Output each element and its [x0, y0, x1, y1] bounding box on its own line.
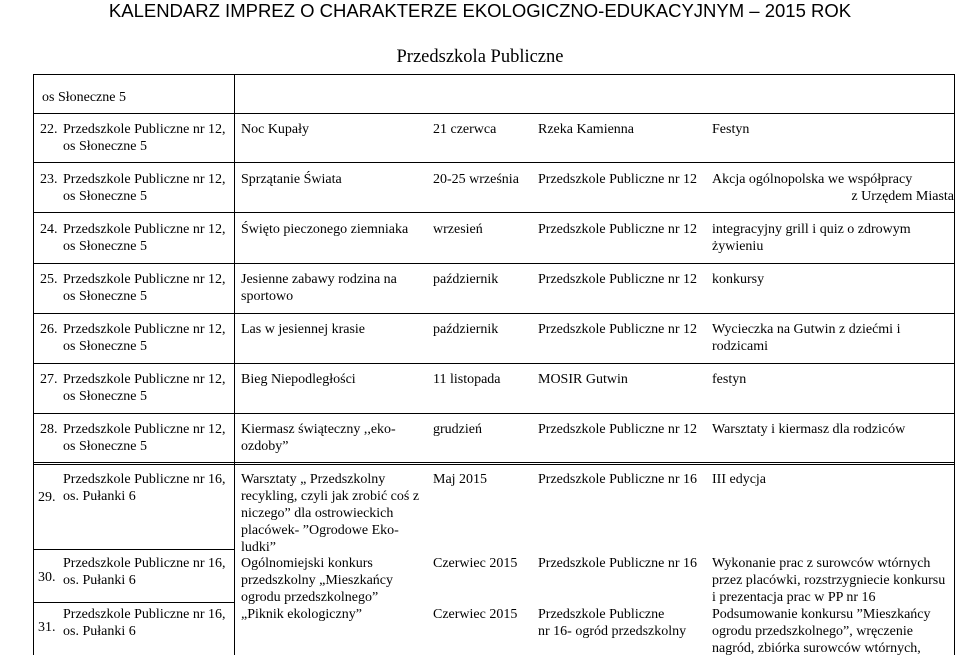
cell-event: Bieg Niepodległości: [241, 372, 356, 387]
cell-place: Przedszkole Publiczne nr 12: [538, 272, 698, 287]
cell-form: Akcja ogólnopolska we współpracy z Urzędem Miasta: [712, 172, 954, 204]
cell-form: Podsumowanie konkursu ”Mieszkańcy ogrodu przedszkolnego”, wręczenie nagród, zbiórka surowców wtórnych,: [712, 607, 931, 656]
cell-organizer: Przedszkole Publiczne nr 12, os Słoneczne 5: [63, 272, 226, 304]
cell-organizer: Przedszkole Publiczne nr 16, os. Pułanki 6: [63, 556, 226, 588]
row-number: 30.: [38, 570, 56, 585]
cell-organizer: Przedszkole Publiczne nr 12, os Słoneczne 5: [63, 322, 226, 354]
cell-place: Przedszkole Publiczne nr 12: [538, 322, 698, 337]
cell-organizer: Przedszkole Publiczne nr 12, os Słoneczne 5: [63, 222, 226, 254]
cell-form: Wykonanie prac z surowców wtórnych przez placówki, rozstrzygniecie konkursu i prezentacja prac w PP nr 16: [712, 556, 946, 605]
cell-event: Sprzątanie Świata: [241, 172, 342, 187]
row-number: 31.: [38, 620, 56, 635]
cell-form: III edycja: [712, 472, 767, 487]
cell-organizer: Przedszkole Publiczne nr 12, os Słoneczne 5: [63, 422, 226, 454]
row-number: 29.: [38, 490, 56, 505]
cell-organizer: Przedszkole Publiczne nr 12, os Słoneczne 5: [63, 172, 226, 204]
cell-event: Święto pieczonego ziemniaka: [241, 222, 409, 237]
cell-place: Przedszkole Publiczne nr 12: [538, 422, 698, 437]
cell-date: październik: [433, 272, 499, 287]
cell-date: 21 czerwca: [433, 122, 497, 137]
cell-date: 20-25 września: [433, 172, 519, 187]
cell-date: 11 listopada: [433, 372, 501, 387]
document-subtitle: Przedszkola Publiczne: [396, 47, 564, 67]
cell-date: grudzień: [433, 422, 482, 437]
cell-date: Czerwiec 2015: [433, 556, 518, 571]
cell-event: Noc Kupały: [241, 122, 310, 137]
cell-organizer: Przedszkole Publiczne nr 12, os Słoneczne 5: [63, 372, 226, 404]
cell-place: Rzeka Kamienna: [538, 122, 635, 137]
cell-place: Przedszkole Publiczne nr 16: [538, 472, 698, 487]
cell-form: konkursy: [712, 272, 765, 287]
cell-place: Przedszkole Publiczne nr 16: [538, 556, 698, 571]
cell-organizer: Przedszkole Publiczne nr 16, os. Pułanki 6: [63, 472, 226, 504]
cell-organizer: Przedszkole Publiczne nr 16, os. Pułanki 6: [63, 607, 226, 639]
row-number: 23.: [40, 172, 58, 187]
cell-event: Las w jesiennej krasie: [241, 322, 366, 337]
cell-organizer: Przedszkole Publiczne nr 12, os Słoneczne 5: [63, 122, 226, 154]
top-fragment: os Słoneczne 5: [42, 90, 126, 105]
cell-form: festyn: [712, 372, 747, 387]
row-number: 27.: [40, 372, 58, 387]
cell-form: Warsztaty i kiermasz dla rodziców: [712, 422, 906, 437]
cell-date: Maj 2015: [433, 472, 488, 487]
cell-form: Festyn: [712, 122, 750, 137]
cell-event: Warsztaty „ Przedszkolny recykling, czyli jak zrobić coś z niczego” dla ostrowieckich placówek- ”Ogrodowe Eko- ludki”: [241, 472, 420, 555]
cell-date: październik: [433, 322, 499, 337]
document-title: KALENDARZ IMPREZ O CHARAKTERZE EKOLOGICZNO-EDUKACYJNYM – 2015 ROK: [108, 0, 852, 21]
cell-form: integracyjny grill i quiz o zdrowym żywieniu: [712, 222, 911, 254]
cell-place: MOSIR Gutwin: [538, 372, 628, 387]
cell-event: Jesienne zabawy rodzina na sportowo: [241, 272, 397, 304]
cell-form: Wycieczka na Gutwin z dziećmi i rodzicami: [712, 322, 901, 354]
cell-place: Przedszkole Publiczne nr 16- ogród przedszkolny: [538, 607, 687, 639]
row-number: 25.: [40, 272, 58, 287]
cell-date: Czerwiec 2015: [433, 607, 518, 622]
cell-event: „Piknik ekologiczny”: [241, 607, 362, 622]
row-number: 22.: [40, 122, 58, 137]
row-number: 24.: [40, 222, 58, 237]
cell-place: Przedszkole Publiczne nr 12: [538, 222, 698, 237]
cell-event: Ogólnomiejski konkurs przedszkolny „Mieszkańcy ogrodu przedszkolnego”: [241, 556, 393, 605]
cell-event: Kiermasz świąteczny ,,eko- ozdoby”: [241, 422, 396, 454]
row-number: 28.: [40, 422, 58, 437]
row-number: 26.: [40, 322, 58, 337]
cell-date: wrzesień: [433, 222, 483, 237]
cell-place: Przedszkole Publiczne nr 12: [538, 172, 698, 187]
